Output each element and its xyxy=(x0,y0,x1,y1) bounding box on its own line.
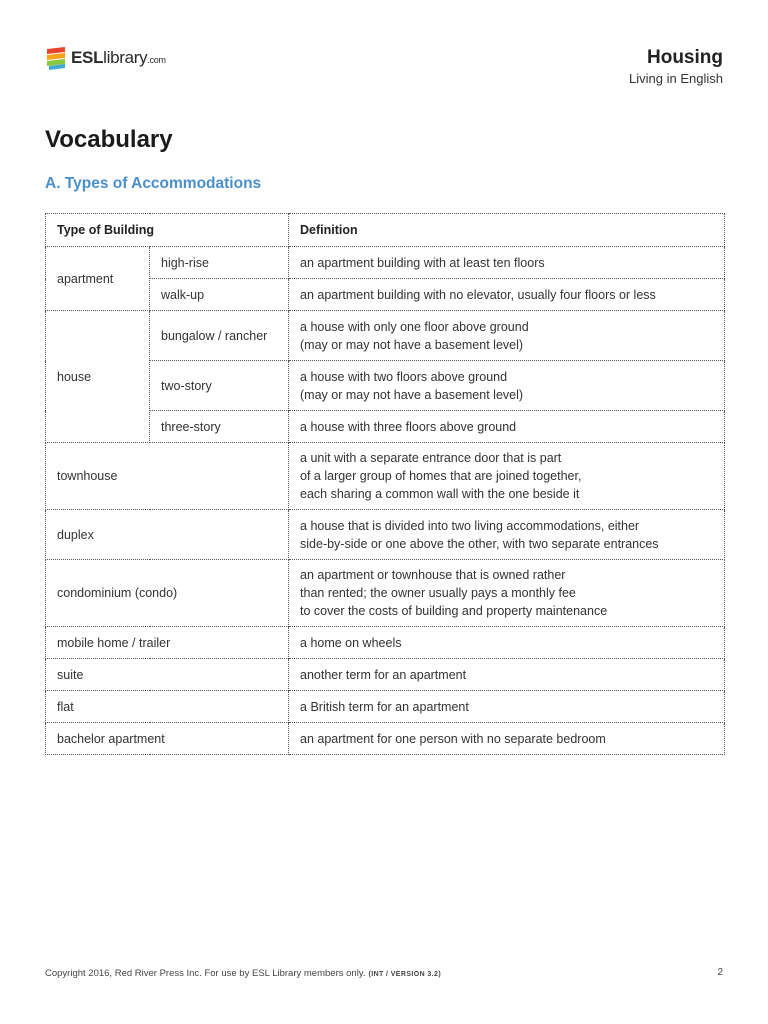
document-header xyxy=(629,46,723,88)
document-subtitle: Living in English xyxy=(629,71,723,86)
definition-cell: an apartment building with no elevator, usually four floors or less xyxy=(289,279,725,311)
copyright-text: Copyright 2016, Red River Press Inc. For use by ESL Library members only. xyxy=(45,968,366,979)
subtype-cell: walk-up xyxy=(150,279,289,311)
subtype-cell: three-story xyxy=(150,411,289,443)
table-row xyxy=(46,560,725,627)
book-stack-icon xyxy=(45,46,67,70)
definition-cell: a house with three floors above ground xyxy=(289,411,725,443)
definition-cell: a house that is divided into two living accommodations, either side-by-side or one above the other, with two separate entrances xyxy=(289,510,725,560)
subtype-cell: high-rise xyxy=(150,247,289,279)
esl-library-logo xyxy=(45,45,166,71)
table-row xyxy=(46,510,725,560)
table-row xyxy=(46,443,725,510)
table-row xyxy=(46,247,725,279)
table-row xyxy=(46,311,725,361)
footer-copyright xyxy=(45,968,441,979)
group-label-apartment: apartment xyxy=(46,247,150,311)
definition-cell: a British term for an apartment xyxy=(289,691,725,723)
group-label-house: house xyxy=(46,311,150,443)
table-header-row xyxy=(46,214,725,247)
section-title: A. Types of Accommodations xyxy=(45,175,262,192)
column-header-type: Type of Building xyxy=(46,214,289,247)
definition-cell: a unit with a separate entrance door that is part of a larger group of homes that are joined together, each sharing a common wall with the one beside it xyxy=(289,443,725,510)
term-cell: condominium (condo) xyxy=(46,560,289,627)
term-cell: bachelor apartment xyxy=(46,723,289,755)
definition-cell: an apartment for one person with no separate bedroom xyxy=(289,723,725,755)
term-cell: flat xyxy=(46,691,289,723)
definition-cell: a house with only one floor above ground (may or may not have a basement level) xyxy=(289,311,725,361)
column-header-definition: Definition xyxy=(289,214,725,247)
logo-wordmark: ESLlibrary.com xyxy=(71,48,166,67)
table-row xyxy=(46,627,725,659)
term-cell: townhouse xyxy=(46,443,289,510)
subtype-cell: bungalow / rancher xyxy=(150,311,289,361)
definition-cell: an apartment or townhouse that is owned rather than rented; the owner usually pays a monthly fee to cover the costs of building and property maintenance xyxy=(289,560,725,627)
term-cell: suite xyxy=(46,659,289,691)
subtype-cell: two-story xyxy=(150,361,289,411)
table-row xyxy=(46,691,725,723)
term-cell: duplex xyxy=(46,510,289,560)
page-number: 2 xyxy=(717,967,723,978)
definition-cell: a home on wheels xyxy=(289,627,725,659)
page-title: Vocabulary xyxy=(45,126,173,153)
term-cell: mobile home / trailer xyxy=(46,627,289,659)
table-row xyxy=(46,723,725,755)
definition-cell: an apartment building with at least ten floors xyxy=(289,247,725,279)
definition-cell: another term for an apartment xyxy=(289,659,725,691)
vocabulary-table xyxy=(45,213,725,755)
definition-cell: a house with two floors above ground (may or may not have a basement level) xyxy=(289,361,725,411)
document-title: Housing xyxy=(647,47,723,68)
table-row xyxy=(46,659,725,691)
version-label: (INT / VERSION 3.2) xyxy=(368,971,442,978)
